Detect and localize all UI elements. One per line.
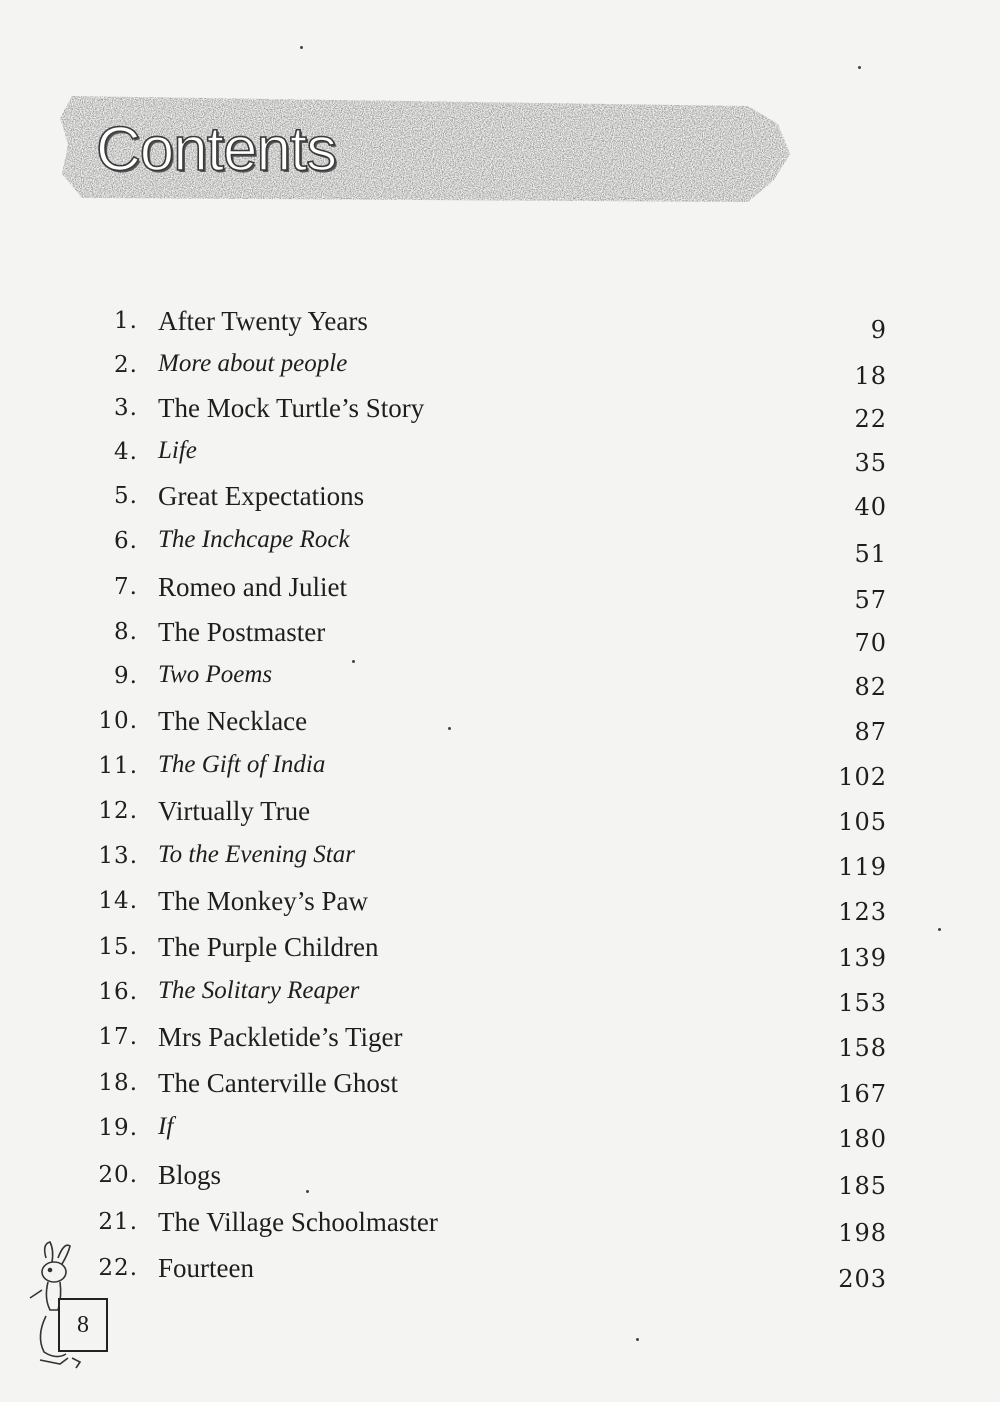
scan-speck bbox=[938, 928, 941, 931]
toc-entry-number: 11. bbox=[98, 753, 138, 779]
toc-entry-title: The Gift of India bbox=[158, 751, 326, 778]
toc-entry-title: The Postmaster bbox=[158, 617, 326, 647]
toc-entry bbox=[0, 1253, 1000, 1293]
toc-entry-title: Fourteen bbox=[158, 1253, 254, 1283]
toc-entry-page: 153 bbox=[838, 989, 887, 1017]
toc-entry-number: 15. bbox=[98, 934, 138, 960]
toc-entry-number: 3. bbox=[114, 395, 138, 421]
page-title: Contents bbox=[96, 115, 337, 184]
toc-entry-title: More about people bbox=[158, 350, 348, 377]
scan-speck bbox=[636, 1338, 639, 1341]
toc-entry bbox=[0, 1068, 1000, 1108]
toc-entry-title: The Necklace bbox=[158, 706, 308, 736]
toc-entry bbox=[0, 796, 1000, 836]
toc-entry-title: The Canterville Ghost bbox=[158, 1068, 398, 1098]
toc-entry-number: 7. bbox=[114, 574, 138, 600]
scan-speck bbox=[300, 46, 303, 49]
toc-entry-page: 40 bbox=[854, 493, 887, 521]
scan-speck bbox=[448, 727, 451, 730]
toc-entry-page: 167 bbox=[838, 1080, 887, 1108]
toc-entry-number: 22. bbox=[98, 1255, 138, 1281]
toc-entry-page: 185 bbox=[838, 1172, 887, 1200]
toc-entry-number: 10. bbox=[98, 708, 138, 734]
toc-entry-page: 22 bbox=[854, 405, 887, 433]
toc-entry-title: After Twenty Years bbox=[158, 306, 368, 336]
toc-entry bbox=[0, 1160, 1000, 1200]
toc-entry-title: To the Evening Star bbox=[158, 841, 355, 868]
toc-entry-title: If bbox=[158, 1113, 174, 1140]
toc-entry bbox=[0, 706, 1000, 746]
toc-entry-number: 16. bbox=[98, 979, 138, 1005]
toc-entry-page: 158 bbox=[838, 1034, 887, 1062]
toc-entry-title: The Mock Turtle’s Story bbox=[158, 393, 425, 423]
toc-entry-number: 21. bbox=[98, 1209, 138, 1235]
toc-entry bbox=[0, 661, 1000, 701]
page-number-box: 8 bbox=[58, 1298, 108, 1352]
toc-entry-page: 102 bbox=[838, 763, 887, 791]
toc-entry bbox=[0, 617, 1000, 657]
toc-entry-page: 198 bbox=[838, 1219, 887, 1247]
toc-entry-title: Virtually True bbox=[158, 796, 311, 826]
toc-entry bbox=[0, 1207, 1000, 1247]
toc-entry bbox=[0, 306, 1000, 346]
toc-entry-page: 9 bbox=[870, 316, 887, 344]
toc-entry bbox=[0, 886, 1000, 926]
toc-entry-number: 5. bbox=[114, 483, 138, 509]
toc-entry bbox=[0, 932, 1000, 972]
toc-entry-number: 4. bbox=[114, 439, 138, 465]
toc-entry bbox=[0, 977, 1000, 1017]
toc-entry-title: Life bbox=[158, 437, 197, 464]
toc-entry-title: Romeo and Juliet bbox=[158, 572, 347, 602]
toc-entry bbox=[0, 751, 1000, 791]
toc-entry-title: Blogs bbox=[158, 1160, 222, 1190]
toc-entry-title: The Village Schoolmaster bbox=[158, 1207, 438, 1237]
toc-entry bbox=[0, 481, 1000, 521]
toc-entry bbox=[0, 526, 1000, 566]
toc-entry-page: 51 bbox=[854, 540, 887, 568]
toc-entry-number: 17. bbox=[98, 1024, 138, 1050]
toc-entry-page: 87 bbox=[854, 718, 887, 746]
toc-entry-title: The Inchcape Rock bbox=[158, 526, 350, 553]
toc-entry-page: 119 bbox=[838, 853, 887, 881]
toc-entry-page: 123 bbox=[838, 898, 887, 926]
toc-entry-page: 180 bbox=[838, 1125, 887, 1153]
toc-entry-page: 203 bbox=[838, 1265, 887, 1293]
toc-entry-page: 35 bbox=[854, 449, 887, 477]
toc-entry-number: 20. bbox=[98, 1162, 138, 1188]
toc-entry-title: The Monkey’s Paw bbox=[158, 886, 368, 916]
toc-entry-page: 70 bbox=[854, 629, 887, 657]
toc-entry-number: 6. bbox=[114, 528, 138, 554]
toc-entry-page: 18 bbox=[854, 362, 887, 390]
toc-entry-number: 13. bbox=[98, 843, 138, 869]
toc-entry-page: 82 bbox=[854, 673, 887, 701]
toc-entry-title: Mrs Packletide’s Tiger bbox=[158, 1022, 403, 1052]
toc-entry-title: The Purple Children bbox=[158, 932, 379, 962]
toc-entry-page: 105 bbox=[838, 808, 887, 836]
toc-entry bbox=[0, 437, 1000, 477]
scan-speck bbox=[858, 66, 861, 69]
toc-entry-title: The Solitary Reaper bbox=[158, 977, 360, 1004]
toc-entry bbox=[0, 350, 1000, 390]
toc-entry-number: 12. bbox=[98, 798, 138, 824]
scan-speck bbox=[306, 1190, 309, 1193]
toc-entry-page: 57 bbox=[854, 586, 887, 614]
toc-entry-number: 9. bbox=[114, 663, 138, 689]
toc-entry-number: 18. bbox=[98, 1070, 138, 1096]
toc-entry bbox=[0, 393, 1000, 433]
toc-entry-number: 19. bbox=[98, 1115, 138, 1141]
toc-entry-page: 139 bbox=[838, 944, 887, 972]
toc-entry-title: Great Expectations bbox=[158, 481, 365, 511]
scan-speck bbox=[352, 660, 355, 663]
toc-entry-number: 8. bbox=[114, 619, 138, 645]
toc-entry bbox=[0, 1022, 1000, 1062]
toc-entry-title: Two Poems bbox=[158, 661, 273, 688]
toc-entry-number: 1. bbox=[114, 308, 138, 334]
toc-entry bbox=[0, 1113, 1000, 1153]
toc-entry bbox=[0, 841, 1000, 881]
toc-entry-number: 2. bbox=[114, 352, 138, 378]
toc-entry bbox=[0, 572, 1000, 612]
toc-entry-number: 14. bbox=[98, 888, 138, 914]
